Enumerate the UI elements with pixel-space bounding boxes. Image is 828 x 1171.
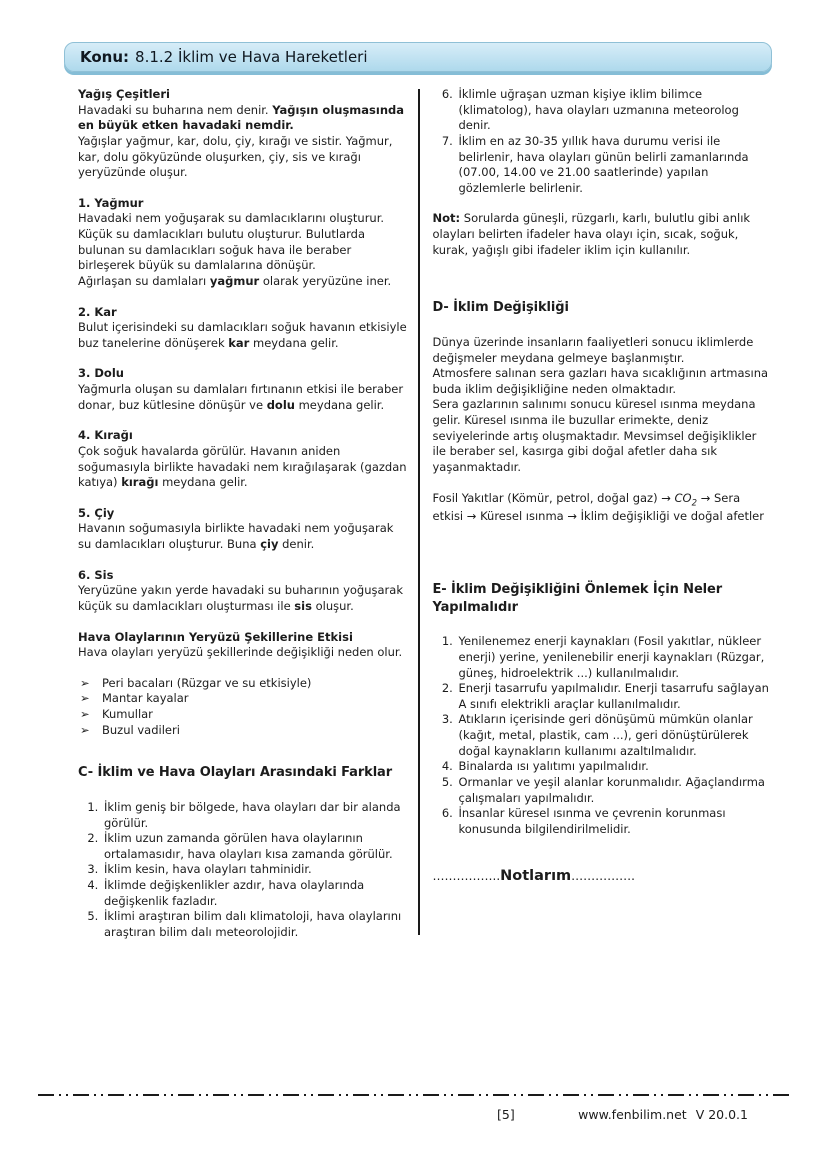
numbered-item: 2. Enerji tasarrufu yapılmalıdır. Enerji tasarrufu sağlayan A sınıfı elektrikli araçlar kullanılmalıdır. [457, 681, 771, 712]
paragraph [78, 103, 408, 134]
text-run: Atmosfere salınan sera gazları hava sıcaklığının artmasına buda iklim değişikliğine neden olmaktadır. [432, 366, 769, 396]
text-run: → Sera etkisi → Küresel ısınma → İklim değişikliği ve doğal afetler [432, 490, 764, 524]
paragraph [433, 366, 771, 397]
text-run: sis [294, 598, 312, 613]
text-run: Yağışlar yağmur, kar, dolu, çiy, kırağı ve sistir. Yağmur, kar, dolu gökyüzünde oluşurken, çiy, sis ve kırağı yeryüzünde oluşur. [78, 133, 393, 180]
text-run: Hava olayları yeryüzü şekillerinde değişikliği neden olur. [78, 645, 403, 660]
website-text: www.fenbilim.net [578, 1107, 687, 1122]
footer [0, 1106, 828, 1128]
numbered-list [433, 634, 771, 837]
arrow-bullet-icon: ➢ [80, 691, 90, 706]
numbered-item: 2. İklim uzun zamanda görülen hava olaylarının ortalamasıdır, hava olayları kısa zamanda görülür. [102, 831, 408, 862]
bullet-item [78, 691, 408, 707]
arrow-bullet-icon: ➢ [80, 722, 90, 737]
paragraph [433, 211, 771, 258]
bullet-item [78, 676, 408, 692]
section-heading: C- İklim ve Hava Olayları Arasındaki Farklar [78, 765, 393, 781]
text-run: Fosil Yakıtlar (Kömür, petrol, doğal gaz) → [432, 490, 675, 505]
text-run: yağmur [209, 273, 260, 288]
text-run: oluşur. [311, 598, 354, 613]
paragraph [433, 491, 771, 525]
numbered-item: 5. Ormanlar ve yeşil alanlar korunmalıdır. Ağaçlandırma çalışmaları yapılmalıdır. [457, 775, 771, 806]
numbered-item: 4. Binalarda ısı yalıtımı yapılmalıdır. [457, 759, 771, 775]
numbered-item: 1. İklim geniş bir bölgede, hava olayları dar bir alanda görülür. [102, 800, 408, 831]
numbered-item: 3. Atıkların içerisinde geri dönüşümü mümkün olanlar (kağıt, metal, plastik, cam ...), geri dönüştürülerek doğal kaynakların kullanımı azaltılmalıdır. [457, 712, 771, 759]
topic-banner [64, 42, 772, 72]
section-heading: E- İklim Değişikliğini Önlemek İçin Neler Yapılmalıdır [432, 582, 723, 615]
text-run: olarak yeryüzüne iner. [259, 273, 392, 288]
bullet-text: Mantar kayalar [102, 691, 189, 706]
column-right [433, 87, 771, 941]
subheading: 5. Çiy [78, 505, 115, 520]
text-run: meydana gelir. [249, 335, 339, 350]
paragraph [78, 382, 408, 413]
text-run: kar [228, 335, 250, 350]
two-column-content [78, 87, 770, 941]
spacer [433, 525, 771, 555]
numbered-item: 6. İklimle uğraşan uzman kişiye iklim bilimce (klimatolog), hava olayları uzmanına meteorolog denir. [457, 87, 771, 134]
numbered-item: 5. İklimi araştıran bilim dalı klimatoloji, hava olaylarını araştıran bilim dalı meteorolojidir. [102, 909, 408, 940]
text-run: Havadaki su buharına nem denir. [78, 102, 273, 117]
text-run: dolu [266, 397, 295, 412]
text-run: Çok soğuk havalarda görülür. Havanın aniden soğumasıyla birlikte havadaki nem kırağılaşarak (gazdan katıya) [78, 443, 407, 490]
paragraph [78, 211, 408, 274]
numbered-item: 7. İklim en az 30-35 yıllık hava durumu verisi ile belirlenir, hava olayları günün belirli zamanlarında (07.00, 14.00 ve 21.00 saatlerinde) yapılan gözlemlerle belirlenir. [457, 134, 771, 197]
text-run: ……………. [571, 869, 635, 884]
paragraph [78, 274, 408, 290]
numbered-item: 3. İklim kesin, hava olayları tahminidir. [102, 862, 408, 878]
subheading: Hava Olaylarının Yeryüzü Şekillerine Etkisi [78, 629, 353, 644]
text-run: Havanın soğumasıyla birlikte havadaki nem yoğuşarak su damlacıkları oluşturur. Buna [78, 521, 394, 551]
text-run: kırağı [121, 475, 159, 490]
numbered-item: 6. İnsanlar küresel ısınma ve çevrenin korunması konusunda bilgilendirilmelidir. [457, 806, 771, 837]
spacer [433, 837, 771, 867]
text-run: meydana gelir. [158, 475, 248, 490]
bullet-list [78, 676, 408, 739]
text-run: meydana gelir. [294, 397, 385, 412]
text-run: Bulut içerisindeki su damlacıkları soğuk havanın etkisiyle buz tanelerine dönüşerek [78, 320, 407, 350]
numbered-item: 1. Yenilenemez enerji kaynakları (Fosil yakıtlar, nükleer enerji) yerine, yenilenebilir enerji kaynakları (Rüzgar, güneş, hidroelektrik ...) kullanılmalıdır. [457, 634, 771, 681]
text-run: denir. [278, 537, 315, 551]
subheading: 3. Dolu [78, 366, 124, 381]
footer-source [578, 1106, 748, 1123]
text-run: Notlarım [500, 868, 572, 885]
arrow-bullet-icon: ➢ [80, 675, 90, 690]
bullet-item [78, 707, 408, 723]
text-run: Yeryüzüne yakın yerde havadaki su buharının yoğuşarak küçük su damlacıkları oluşturması ile [78, 583, 403, 613]
text-run: …………….. [432, 869, 501, 884]
paragraph [78, 645, 408, 661]
text-run: 2 [691, 497, 698, 508]
bullet-text: Buzul vadileri [102, 722, 180, 737]
column-left [78, 87, 408, 941]
subheading: 6. Sis [78, 567, 114, 582]
footer-divider-line [38, 1094, 792, 1096]
text-run: Dünya üzerinde insanların faaliyetleri sonucu iklimlerde değişmeler meydana gelmeye başlanmıştır. [432, 334, 754, 365]
text-run: Sera gazlarının salınımı sonucu küresel ısınma meydana gelir. Küresel ısınma ile buzullar erimekte, deniz seviyelerinde artış oluşmaktadır. Mevsimsel değişiklikler ile beraber sel, kasırga gibi doğal afetler daha sık yaşanmaktadır. [432, 397, 757, 474]
paragraph [78, 444, 408, 491]
text-run: CO [674, 490, 692, 505]
paragraph [78, 134, 408, 181]
subheading: Yağış Çeşitleri [78, 87, 170, 101]
bullet-text: Peri bacaları (Rüzgar ve su etkisiyle) [102, 675, 312, 690]
text-run: Yağışın oluşmasında en büyük etken havadaki nemdir. [78, 102, 405, 133]
page-number: [5] [497, 1107, 515, 1122]
numbered-list [78, 800, 408, 941]
paragraph [78, 320, 408, 351]
topic-label: Konu: [80, 47, 130, 66]
numbered-list [433, 87, 771, 196]
subheading: 2. Kar [78, 304, 117, 319]
numbered-item: 4. İklimde değişkenlikler azdır, hava olaylarında değişkenlik fazladır. [102, 878, 408, 909]
paragraph [433, 397, 771, 475]
text-run: Yağmurla oluşan su damlaları fırtınanın etkisi ile beraber donar, buz kütlesine dönüşür ve [78, 382, 404, 412]
paragraph [433, 335, 771, 366]
spacer [433, 258, 771, 273]
section-heading: D- İklim Değişikliği [432, 300, 569, 316]
version-text: V 20.0.1 [695, 1107, 748, 1122]
subheading: 1. Yağmur [78, 195, 144, 210]
paragraph [78, 521, 408, 552]
text-run: Havadaki nem yoğuşarak su damlacıklarını oluşturur. Küçük su damlacıkları bulutu oluşturur. Bulutlarda bulunan su damlacıkları soğuk hava ile beraber birleşerek büyük su damlalarına dönüşür. [78, 211, 385, 273]
subheading: 4. Kırağı [78, 428, 133, 443]
column-divider [418, 89, 420, 935]
text-run: Sorularda güneşli, rüzgarlı, karlı, bulutlu gibi anlık olayları belirten ifadeler hava olayı için, sıcak, soğuk, kurak, yağışlı gibi ifadeler iklim için kullanılır. [432, 211, 751, 257]
text-run: Not: [432, 211, 461, 226]
bullet-text: Kumullar [102, 707, 153, 721]
page-title: 8.1.2 İklim ve Hava Hareketleri [135, 47, 368, 66]
bullet-item [78, 723, 408, 739]
text-run: Ağırlaşan su damlaları [78, 273, 210, 288]
paragraph [78, 583, 408, 614]
notes-line [433, 867, 771, 887]
text-run: çiy [260, 537, 279, 551]
arrow-bullet-icon: ➢ [80, 707, 90, 721]
